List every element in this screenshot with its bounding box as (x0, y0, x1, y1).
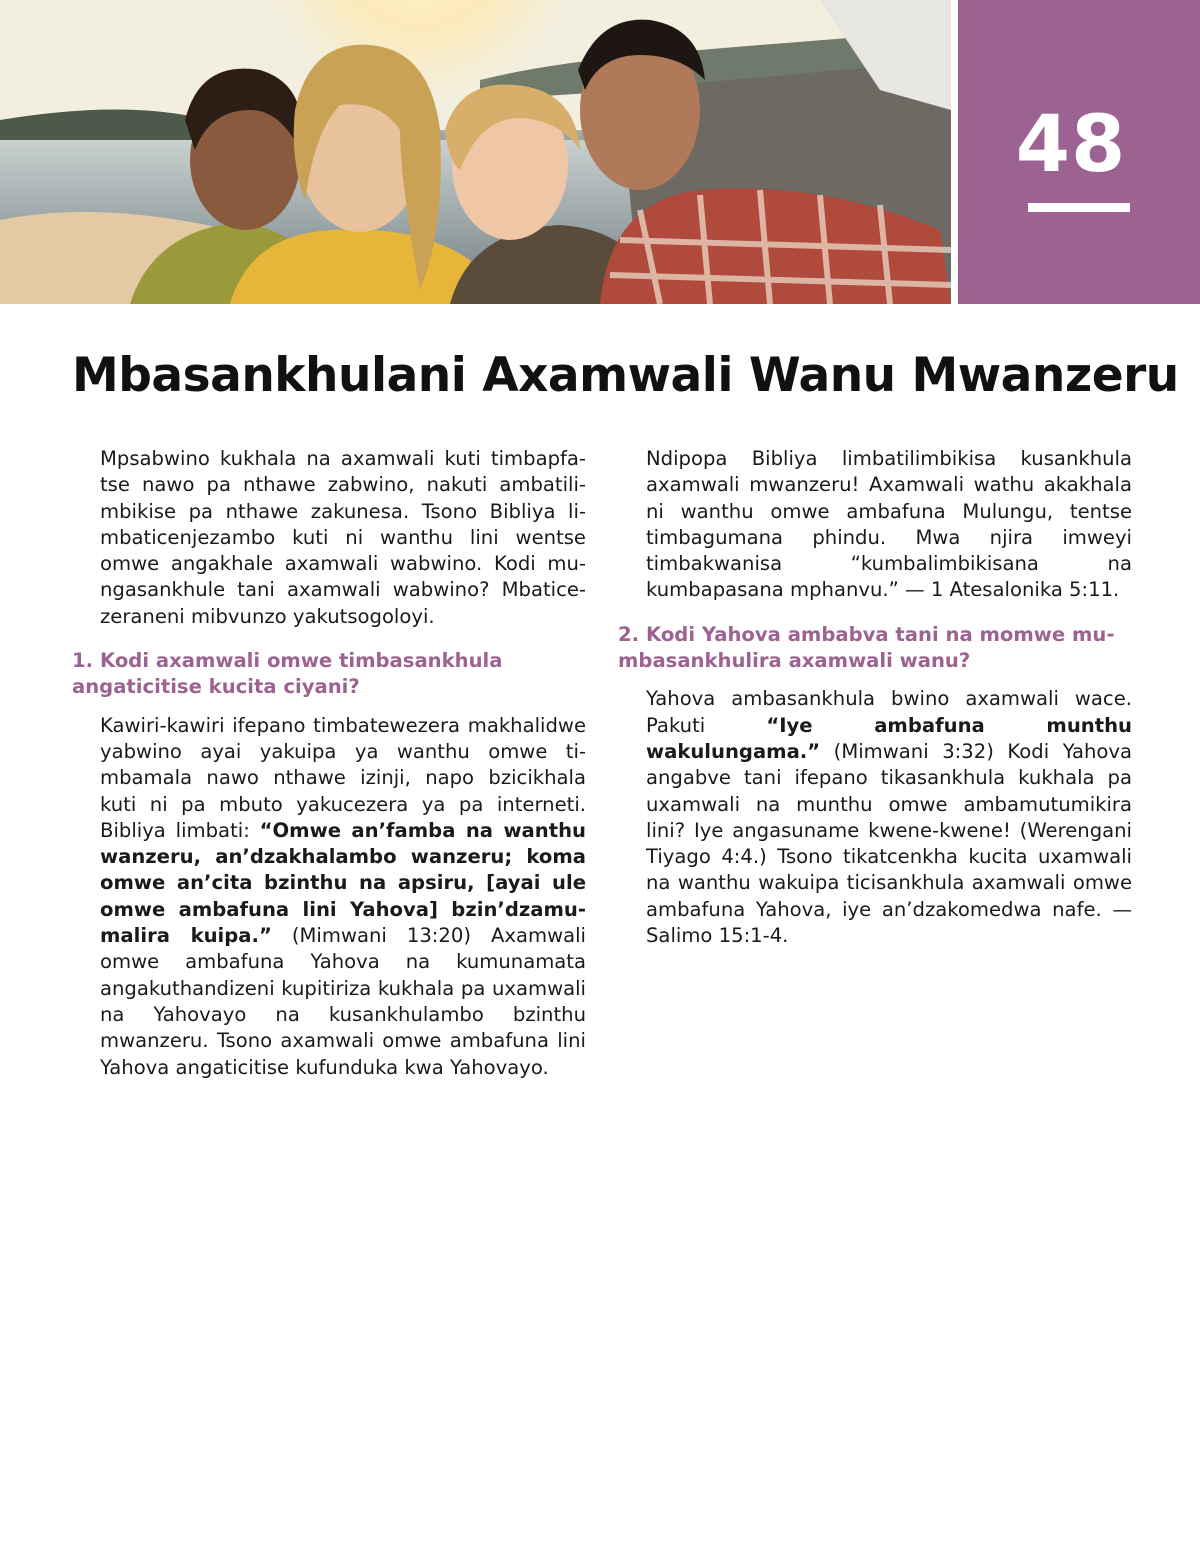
answer-1-continued (646, 446, 1132, 604)
lesson-number-underline (1028, 203, 1130, 212)
answer-1-quote: “Omwe an’famba na wanthu wanzeru, an’dzakhalambo wanzeru; koma omwe an’cita bzinthu na apsiru, [ayai ule omwe ambafuna lini Yahova] bzin’dzamumalira kuipa.” (100, 818, 586, 948)
question-2-block (618, 604, 1132, 950)
answer-2-quote: “Iye ambafuna munthu wakulungama.” (646, 713, 1132, 763)
right-column (618, 446, 1132, 949)
page-title: Mbasankhulani Axamwali Wanu Mwanzeru (72, 348, 1179, 403)
header-photo (0, 0, 951, 304)
left-column (72, 446, 586, 1081)
intro-paragraph: Mpsabwino kukhala na axamwali kuti timbapfatse nawo pa nthawe zabwino, nakuti ambatilimbikise pa nthawe zakunesa. Tsono Bibliya limbaticenjezambo kuti ni wanthu lini wentse omwe angakhale axamwali wabwino. Kodi mungasankhule tani axamwali wabwino? Mbaticezeraneni mibvunzo yakutsogoloyi. (100, 447, 586, 628)
answer-1-continued-text: Ndipopa Bibliya limbatilimbikisa kusankhula axamwali mwanzeru! Axamwali wathu akakhala ni wanthu omwe ambafuna Mulungu, tentse timbagumana phindu. Mwa njira imweyi timbakwanisa “kumbalimbikisana na kumbapasana mphanvu.” — 1 Atesalonika 5:11. (646, 447, 1132, 602)
friends-selfie-illustration (0, 0, 951, 304)
question-2-text: Kodi Yahova ambabva tani na momwe mumbasankhulira axamwali wanu? (618, 622, 1115, 673)
question-2 (618, 622, 1132, 675)
answer-1-text-a: Kawiri-kawiri ifepano timbatewezera makhalidwe yabwino ayai yakuipa ya wanthu omwe timbamala nawo nthawe izinji, napo bzicikhala kuti ni pa mbuto yakucezera ya pa interneti. Bibliya limbati: (100, 713, 586, 842)
question-1-text: Kodi axamwali omwe timbasankhula angaticitise kucita ciyani? (72, 649, 503, 699)
question-1-number: 1. (72, 649, 94, 673)
answer-1-text-b: (Mimwani 13:20) Axamwali omwe ambafuna Yahova na kumunamata angakuthandizeni kupitiriza kukhala pa uxamwali na Yahovayo na kusankhulambo bzinthu mwanzeru. Tsono axamwali omwe ambafuna lini Yahova angaticitise kufunduka kwa Yahovayo. (100, 924, 586, 1079)
answer-2-text-a: Yahova ambasankhula bwino axamwali wace. Pakuti (646, 687, 1132, 737)
lesson-number: 48 (1015, 100, 1127, 190)
question-2-number: 2. (618, 622, 640, 646)
answer-1-paragraph (100, 713, 586, 1081)
question-1 (72, 648, 586, 701)
lesson-number-badge (958, 0, 1200, 304)
answer-2-paragraph (646, 686, 1132, 949)
answer-2-text-b: (Mimwani 3:32) Kodi Yahova angabve tani ifepano tikasankhula kukhala pa uxamwali na munthu omwe ambamutumikira lini? Iye angasuname kwene-kwene! (Werengani Tiyago 4:4.) Tsono tikatcenkha kucita uxamwali na wanthu wakuipa ticisankhula axamwali omwe ambafuna Yahova, iye an’dzakomedwa nafe. — Salimo 15:1-4. (646, 739, 1132, 948)
